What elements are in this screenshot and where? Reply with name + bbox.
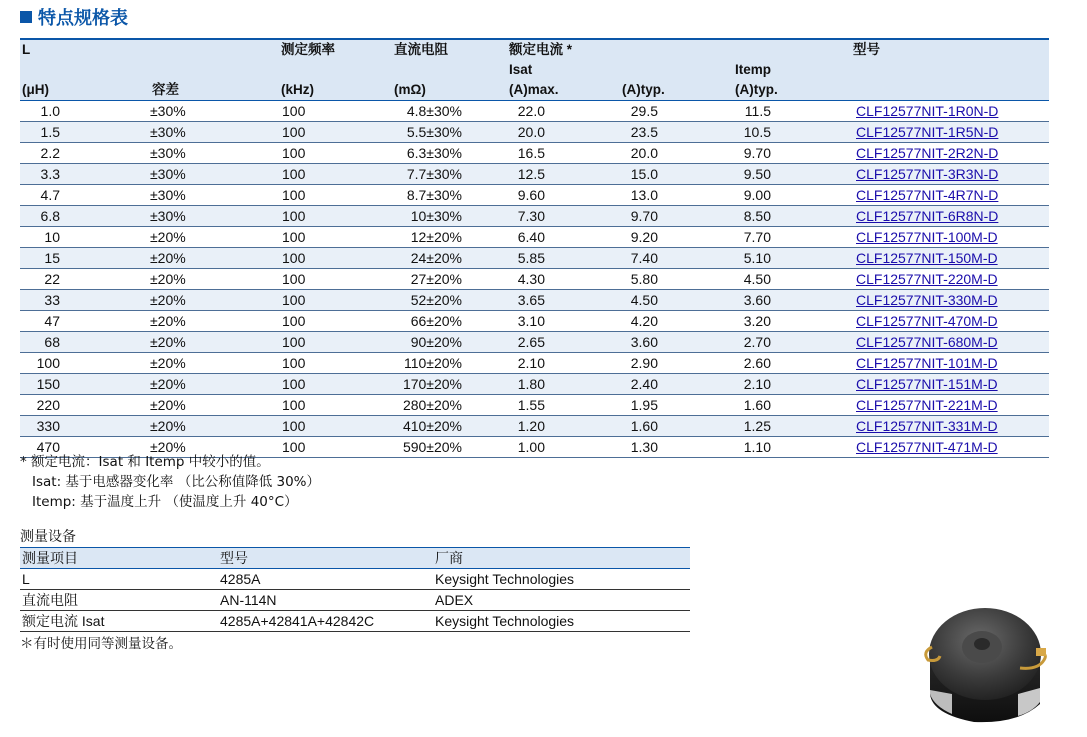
cell-dcr: 10±30%	[392, 206, 507, 227]
equipment-table	[20, 547, 690, 632]
header-itemp: Itemp (A)typ.	[733, 39, 851, 101]
cell-itemp: 2.70	[733, 332, 851, 353]
cell-isat-typ: 1.60	[620, 416, 733, 437]
model-link[interactable]: CLF12577NIT-6R8N-D	[856, 207, 999, 224]
cell-isat-typ: 9.70	[620, 206, 733, 227]
header-isat-max: 额定电流 * Isat (A)max.	[507, 39, 620, 101]
equipment-maker: ADEX	[433, 590, 690, 611]
model-link[interactable]: CLF12577NIT-470M-D	[856, 312, 998, 329]
model-link[interactable]: CLF12577NIT-220M-D	[856, 270, 998, 287]
cell-isat-max: 20.0	[507, 122, 620, 143]
model-link[interactable]: CLF12577NIT-1R5N-D	[856, 123, 999, 140]
cell-inductance: 68	[20, 332, 146, 353]
equipment-item: 额定电流 Isat	[20, 611, 218, 632]
spec-row	[20, 311, 1049, 332]
cell-dcr: 4.8±30%	[392, 101, 507, 122]
cell-isat-max: 1.20	[507, 416, 620, 437]
spec-header-row	[20, 39, 1049, 101]
cell-model	[851, 101, 1049, 122]
model-link[interactable]: CLF12577NIT-3R3N-D	[856, 165, 999, 182]
cell-frequency: 100	[279, 395, 392, 416]
cell-frequency: 100	[279, 437, 392, 458]
cell-isat-max: 1.55	[507, 395, 620, 416]
cell-tolerance: ±30%	[146, 206, 279, 227]
equipment-model: 4285A+42841A+42842C	[218, 611, 433, 632]
cell-tolerance: ±30%	[146, 143, 279, 164]
cell-model	[851, 122, 1049, 143]
cell-itemp: 1.10	[733, 437, 851, 458]
spec-row	[20, 122, 1049, 143]
equipment-header-maker: 厂商	[433, 548, 690, 569]
equipment-model: 4285A	[218, 569, 433, 590]
equipment-maker: Keysight Technologies	[433, 569, 690, 590]
cell-model	[851, 143, 1049, 164]
cell-tolerance: ±20%	[146, 227, 279, 248]
section-title-text: 特点规格表	[38, 8, 128, 29]
cell-isat-max: 5.85	[507, 248, 620, 269]
model-link[interactable]: CLF12577NIT-221M-D	[856, 396, 998, 413]
cell-model	[851, 437, 1049, 458]
cell-inductance: 15	[20, 248, 146, 269]
cell-frequency: 100	[279, 332, 392, 353]
cell-isat-typ: 2.40	[620, 374, 733, 395]
cell-dcr: 5.5±30%	[392, 122, 507, 143]
cell-isat-typ: 5.80	[620, 269, 733, 290]
cell-itemp: 9.70	[733, 143, 851, 164]
cell-itemp: 9.00	[733, 185, 851, 206]
equipment-model: AN-114N	[218, 590, 433, 611]
cell-isat-typ: 4.20	[620, 311, 733, 332]
model-link[interactable]: CLF12577NIT-151M-D	[856, 375, 998, 392]
cell-inductance: 3.3	[20, 164, 146, 185]
equipment-header-item: 测量项目	[20, 548, 218, 569]
cell-dcr: 52±20%	[392, 290, 507, 311]
cell-inductance: 6.8	[20, 206, 146, 227]
cell-tolerance: ±20%	[146, 395, 279, 416]
cell-frequency: 100	[279, 311, 392, 332]
cell-tolerance: ±20%	[146, 248, 279, 269]
equipment-row	[20, 569, 690, 590]
cell-frequency: 100	[279, 227, 392, 248]
cell-model	[851, 227, 1049, 248]
cell-inductance: 1.0	[20, 101, 146, 122]
cell-tolerance: ±20%	[146, 374, 279, 395]
footnote-itemp: Itemp: 基于温度上升 （使温度上升 40°C）	[32, 494, 298, 510]
cell-dcr: 8.7±30%	[392, 185, 507, 206]
cell-isat-max: 9.60	[507, 185, 620, 206]
cell-inductance: 10	[20, 227, 146, 248]
cell-dcr: 12±20%	[392, 227, 507, 248]
spec-row	[20, 269, 1049, 290]
spec-row	[20, 374, 1049, 395]
cell-dcr: 7.7±30%	[392, 164, 507, 185]
title-bullet-icon	[20, 11, 32, 23]
cell-inductance: 330	[20, 416, 146, 437]
footnotes	[20, 452, 320, 512]
cell-frequency: 100	[279, 185, 392, 206]
cell-frequency: 100	[279, 374, 392, 395]
cell-model	[851, 416, 1049, 437]
cell-tolerance: ±20%	[146, 332, 279, 353]
equipment-title: 测量设备	[20, 529, 76, 545]
cell-dcr: 90±20%	[392, 332, 507, 353]
cell-inductance: 470	[20, 437, 146, 458]
inductor-product-image	[912, 602, 1060, 728]
cell-model	[851, 290, 1049, 311]
cell-itemp: 3.60	[733, 290, 851, 311]
spec-row	[20, 143, 1049, 164]
cell-tolerance: ±20%	[146, 290, 279, 311]
cell-isat-max: 6.40	[507, 227, 620, 248]
cell-tolerance: ±20%	[146, 269, 279, 290]
model-link[interactable]: CLF12577NIT-100M-D	[856, 228, 998, 245]
cell-dcr: 410±20%	[392, 416, 507, 437]
cell-model	[851, 353, 1049, 374]
spec-row	[20, 248, 1049, 269]
cell-frequency: 100	[279, 353, 392, 374]
spec-row	[20, 353, 1049, 374]
cell-model	[851, 269, 1049, 290]
cell-model	[851, 332, 1049, 353]
cell-isat-max: 12.5	[507, 164, 620, 185]
equipment-header-model: 型号	[218, 548, 433, 569]
model-link[interactable]: CLF12577NIT-1R0N-D	[856, 102, 999, 119]
cell-isat-typ: 23.5	[620, 122, 733, 143]
header-tolerance: 容差	[146, 39, 279, 101]
spec-row	[20, 185, 1049, 206]
spec-row	[20, 332, 1049, 353]
cell-dcr: 590±20%	[392, 437, 507, 458]
cell-isat-typ: 1.95	[620, 395, 733, 416]
header-model: 型号	[851, 39, 1049, 101]
header-dcr: 直流电阻 (mΩ)	[392, 39, 507, 101]
cell-dcr: 66±20%	[392, 311, 507, 332]
cell-frequency: 100	[279, 290, 392, 311]
cell-itemp: 11.5	[733, 101, 851, 122]
cell-itemp: 2.60	[733, 353, 851, 374]
cell-itemp: 8.50	[733, 206, 851, 227]
spec-row	[20, 416, 1049, 437]
cell-dcr: 280±20%	[392, 395, 507, 416]
cell-inductance: 1.5	[20, 122, 146, 143]
cell-inductance: 150	[20, 374, 146, 395]
cell-isat-typ: 7.40	[620, 248, 733, 269]
equipment-note: ＊有时使用同等测量设备。	[20, 636, 182, 652]
equipment-maker: Keysight Technologies	[433, 611, 690, 632]
spec-row	[20, 227, 1049, 248]
cell-isat-max: 4.30	[507, 269, 620, 290]
header-frequency: 测定频率 (kHz)	[279, 39, 392, 101]
cell-tolerance: ±30%	[146, 164, 279, 185]
cell-dcr: 27±20%	[392, 269, 507, 290]
cell-isat-max: 16.5	[507, 143, 620, 164]
cell-frequency: 100	[279, 101, 392, 122]
cell-dcr: 170±20%	[392, 374, 507, 395]
equipment-header-row	[20, 548, 690, 569]
cell-itemp: 2.10	[733, 374, 851, 395]
cell-dcr: 110±20%	[392, 353, 507, 374]
cell-tolerance: ±30%	[146, 185, 279, 206]
cell-itemp: 5.10	[733, 248, 851, 269]
cell-tolerance: ±20%	[146, 416, 279, 437]
spec-row	[20, 395, 1049, 416]
cell-tolerance: ±20%	[146, 353, 279, 374]
cell-frequency: 100	[279, 248, 392, 269]
cell-isat-typ: 13.0	[620, 185, 733, 206]
cell-isat-typ: 29.5	[620, 101, 733, 122]
cell-frequency: 100	[279, 269, 392, 290]
cell-isat-typ: 15.0	[620, 164, 733, 185]
model-link[interactable]: CLF12577NIT-2R2N-D	[856, 144, 999, 161]
cell-tolerance: ±30%	[146, 122, 279, 143]
cell-itemp: 3.20	[733, 311, 851, 332]
cell-isat-typ: 20.0	[620, 143, 733, 164]
cell-itemp: 7.70	[733, 227, 851, 248]
cell-inductance: 100	[20, 353, 146, 374]
cell-inductance: 33	[20, 290, 146, 311]
cell-isat-max: 1.00	[507, 437, 620, 458]
cell-inductance: 22	[20, 269, 146, 290]
equipment-row	[20, 611, 690, 632]
cell-dcr: 6.3±30%	[392, 143, 507, 164]
model-link[interactable]: CLF12577NIT-101M-D	[856, 354, 998, 371]
cell-model	[851, 248, 1049, 269]
cell-inductance: 220	[20, 395, 146, 416]
cell-isat-max: 22.0	[507, 101, 620, 122]
spec-table	[20, 38, 1049, 458]
equipment-item: 直流电阻	[20, 590, 218, 611]
cell-isat-max: 1.80	[507, 374, 620, 395]
model-link[interactable]: CLF12577NIT-331M-D	[856, 417, 998, 434]
cell-model	[851, 164, 1049, 185]
cell-frequency: 100	[279, 164, 392, 185]
cell-itemp: 9.50	[733, 164, 851, 185]
cell-frequency: 100	[279, 143, 392, 164]
model-link[interactable]: CLF12577NIT-680M-D	[856, 333, 998, 350]
cell-tolerance: ±20%	[146, 437, 279, 458]
cell-model	[851, 374, 1049, 395]
cell-inductance: 47	[20, 311, 146, 332]
spec-row	[20, 290, 1049, 311]
cell-isat-max: 3.10	[507, 311, 620, 332]
cell-model	[851, 311, 1049, 332]
cell-isat-typ: 1.30	[620, 437, 733, 458]
cell-itemp: 1.25	[733, 416, 851, 437]
cell-model	[851, 206, 1049, 227]
model-link[interactable]: CLF12577NIT-150M-D	[856, 249, 998, 266]
spec-row	[20, 164, 1049, 185]
cell-inductance: 2.2	[20, 143, 146, 164]
equipment-row	[20, 590, 690, 611]
model-link[interactable]: CLF12577NIT-330M-D	[856, 291, 998, 308]
cell-model	[851, 395, 1049, 416]
cell-isat-max: 2.65	[507, 332, 620, 353]
cell-isat-max: 7.30	[507, 206, 620, 227]
cell-inductance: 4.7	[20, 185, 146, 206]
cell-isat-typ: 3.60	[620, 332, 733, 353]
spec-row	[20, 206, 1049, 227]
equipment-item: L	[20, 569, 218, 590]
cell-frequency: 100	[279, 416, 392, 437]
footnote-isat: Isat: 基于电感器变化率 （比公称值降低 30%）	[32, 474, 321, 490]
cell-isat-max: 3.65	[507, 290, 620, 311]
cell-frequency: 100	[279, 206, 392, 227]
cell-frequency: 100	[279, 122, 392, 143]
model-link[interactable]: CLF12577NIT-4R7N-D	[856, 186, 999, 203]
cell-tolerance: ±30%	[146, 101, 279, 122]
model-link[interactable]: CLF12577NIT-471M-D	[856, 438, 998, 455]
cell-isat-typ: 4.50	[620, 290, 733, 311]
cell-isat-typ: 9.20	[620, 227, 733, 248]
cell-model	[851, 185, 1049, 206]
cell-tolerance: ±20%	[146, 311, 279, 332]
cell-itemp: 4.50	[733, 269, 851, 290]
spec-row	[20, 101, 1049, 122]
header-inductance: L (μH)	[20, 39, 146, 101]
cell-isat-typ: 2.90	[620, 353, 733, 374]
cell-dcr: 24±20%	[392, 248, 507, 269]
cell-itemp: 10.5	[733, 122, 851, 143]
cell-isat-max: 2.10	[507, 353, 620, 374]
cell-itemp: 1.60	[733, 395, 851, 416]
header-isat-typ: (A)typ.	[620, 39, 733, 101]
footnote-rated-current: * 额定电流：Isat 和 Itemp 中较小的值。	[20, 454, 270, 470]
section-title	[20, 4, 128, 30]
